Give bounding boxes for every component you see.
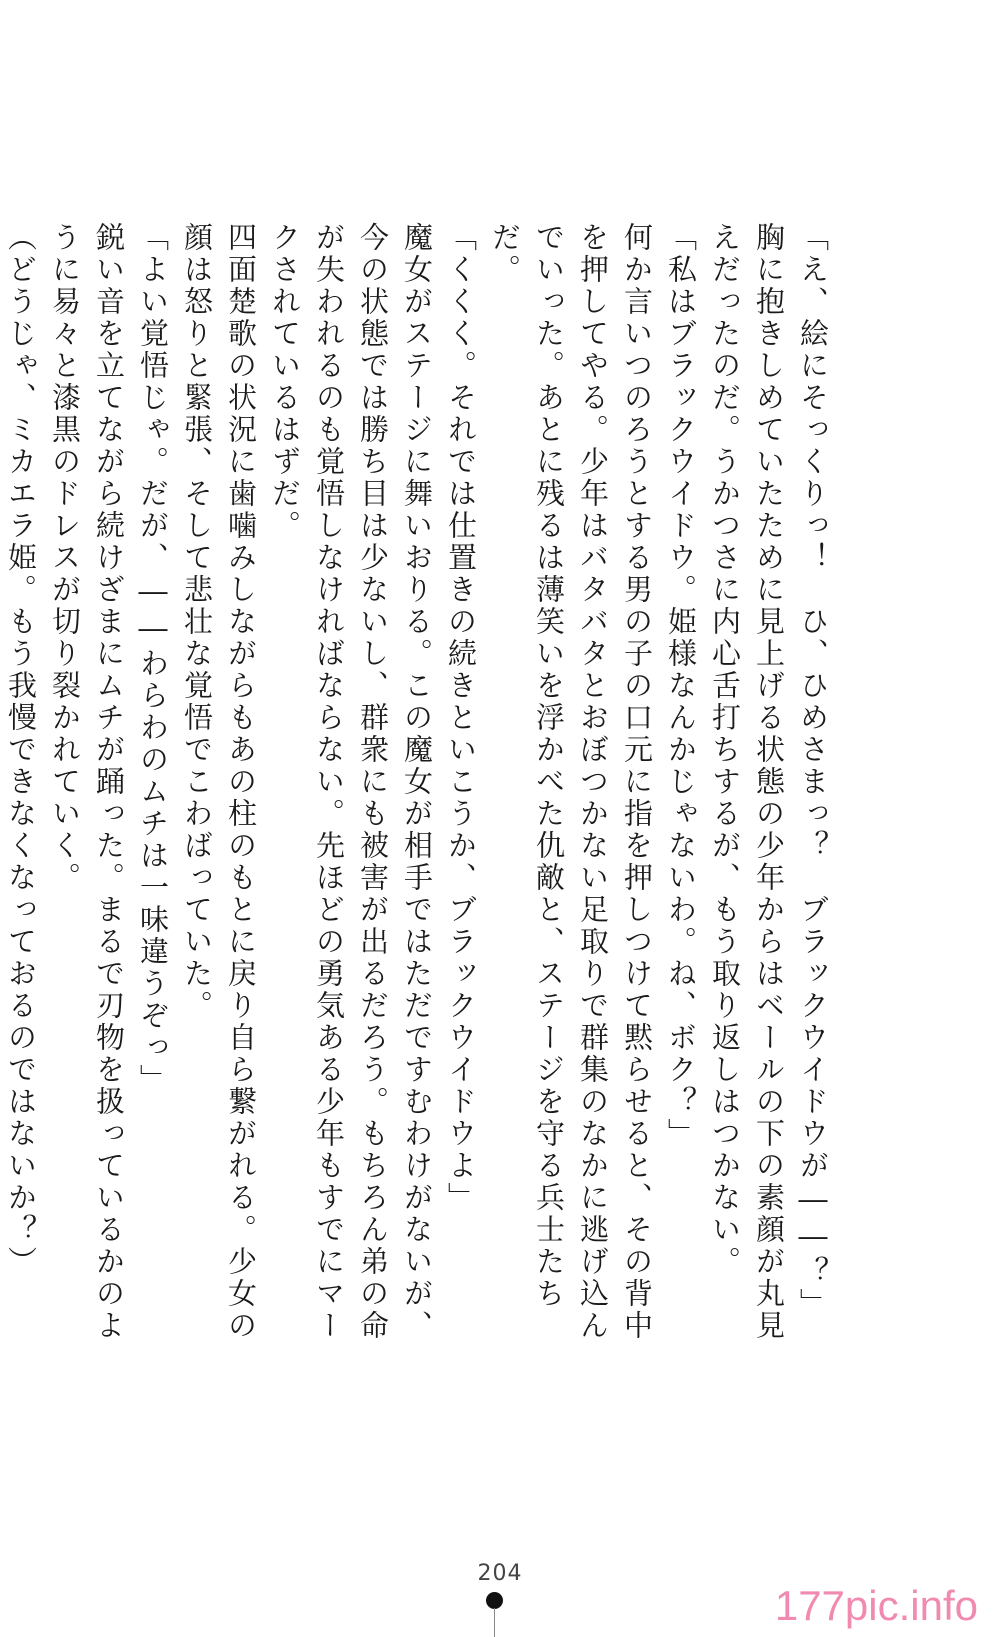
paragraph: 何か言いつのろうとする男の子の口元に指を押しつけて黙らせると、その背中を押してやる。少年はバタバタとおぼつかない足取りで群集のなかに逃げ込んでいった。あとに残るは薄笑いを浮かべた仇敵と、ステージを守る兵士たちだ。 — [488, 222, 654, 1342]
paragraph: 胸に抱きしめていたために見上げる状態の少年からはベールの下の素顔が丸見えだったのだ。うかつさに内心舌打ちするが、もう取り返しはつかない。 — [708, 222, 786, 1342]
paragraph: 「私はブラックウイドウ。姫様なんかじゃないわ。ね、ボク？」 — [664, 222, 698, 1150]
page-marker-dot-icon — [486, 1592, 503, 1609]
paragraph: 「くくく。それでは仕置きの続きといこうか、ブラックウイドウよ」 — [444, 222, 478, 1214]
paragraph: 四面楚歌の状況に歯噛みしながらもあの柱のもとに戻り自ら繋がれる。少女の顔は怒りと緊張、そして悲壮な覚悟でこわばっていた。 — [180, 222, 258, 1342]
paragraph: 「よい覚悟じゃ。だが、――わらわのムチは一味違うぞっ」 — [136, 222, 170, 1096]
paragraph: 鋭い音を立てながら続けざまにムチが踊った。まるで刃物を扱っているかのように易々と漆黒のドレスが切り裂かれていく。 — [48, 222, 126, 1342]
page-number: 204 — [477, 1561, 523, 1586]
watermark-text: 177pic.info — [774, 1582, 978, 1629]
paragraph: 魔女がステージに舞いおりる。この魔女が相手ではただですむわけがないが、今の状態では勝ち目は少ないし、群衆にも被害が出るだろう。もちろん弟の命が失われるのも覚悟しなければならない。先ほどの勇気ある少年もすでにマークされているはずだ。 — [268, 222, 434, 1342]
vertical-body-text — [4, 222, 835, 1342]
paragraph: （どうじゃ、ミカエラ姫。もう我慢できなくなっておるのではないか？） — [4, 222, 38, 1278]
paragraph: 「え、絵にそっくりっ！ ひ、ひめさまっ？ ブラックウイドウが――？」 — [796, 222, 830, 1320]
page-marker-line — [494, 1608, 495, 1637]
